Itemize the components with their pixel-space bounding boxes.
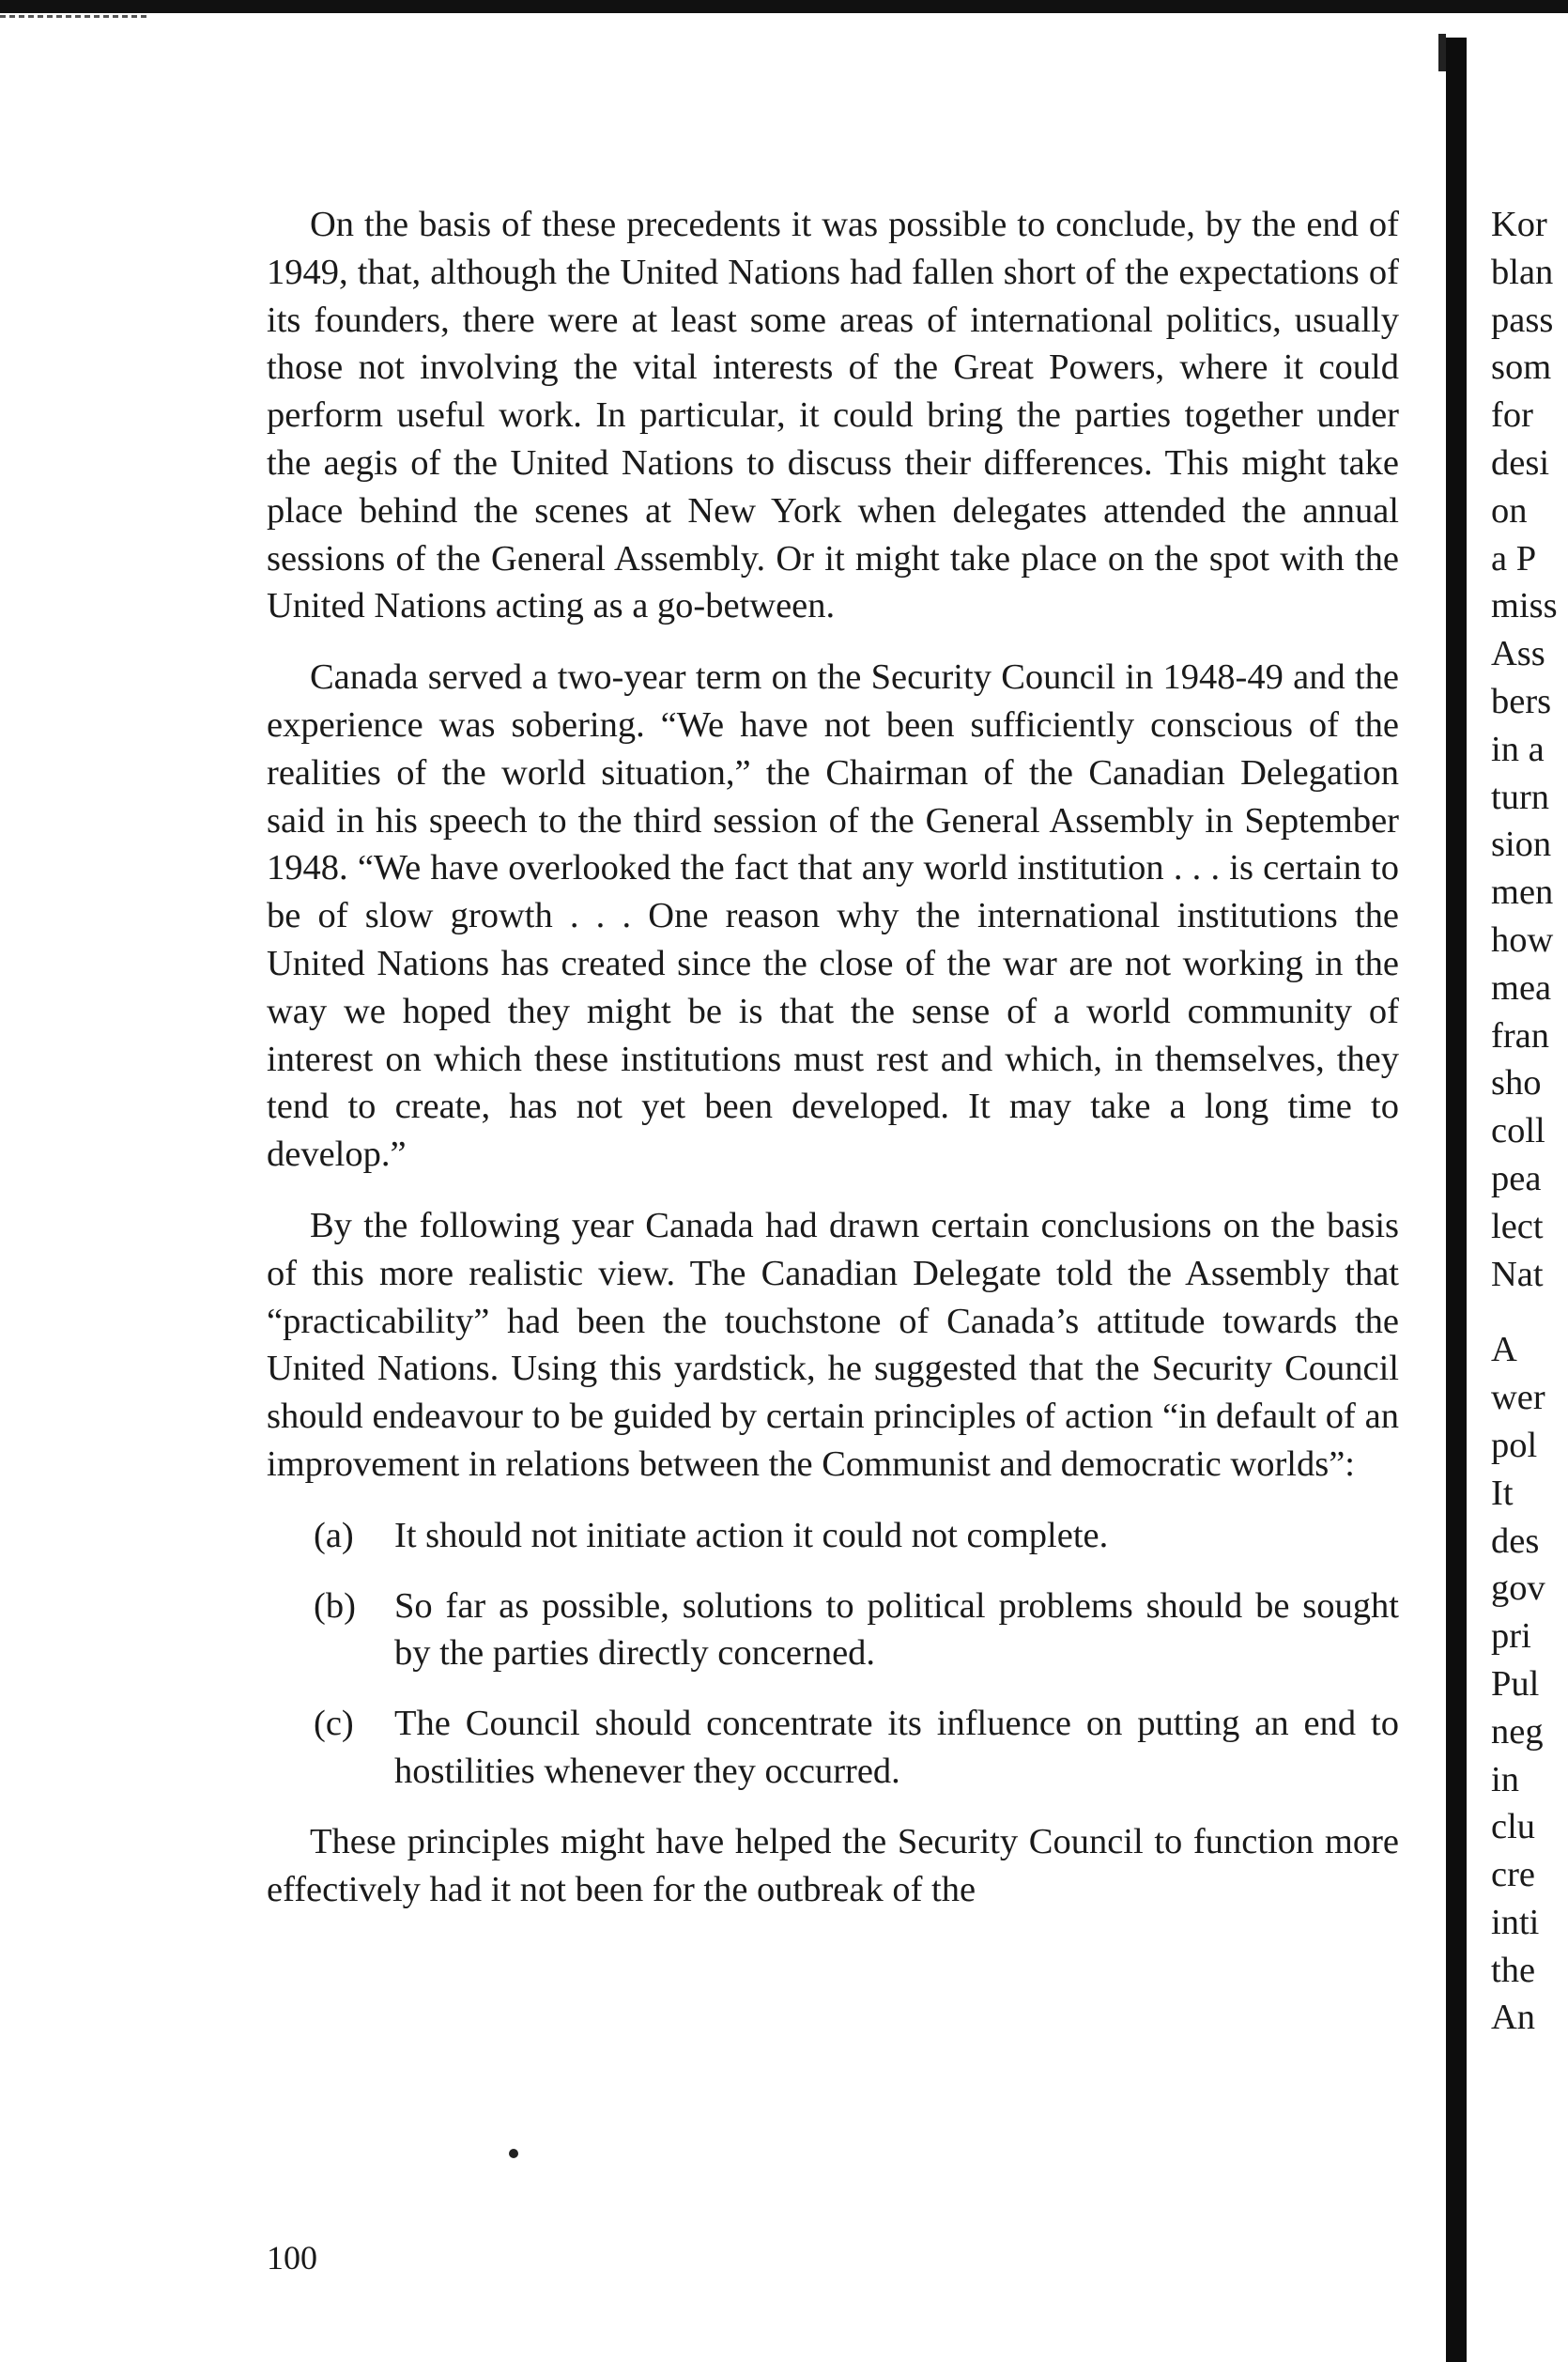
list-text: So far as possible, solutions to political problems should be sought by the parties directly concerned. — [394, 1585, 1399, 1674]
facing-line: mea — [1491, 967, 1552, 1008]
facing-line: pol — [1491, 1425, 1538, 1465]
facing-line: Pul — [1491, 1663, 1540, 1704]
ink-speck — [509, 2149, 518, 2158]
facing-line: lect — [1491, 1206, 1544, 1246]
facing-line: cre — [1491, 1855, 1535, 1895]
paragraph-3: By the following year Canada had drawn certain conclusions on the basis of this more realistic view. The Canadian Delegate told the Assembly that “practicability” had been the touchstone of Canada’s attitude towards the United Nations. Using this yardstick, he suggested that the Security Council should endeavour to be guided by certain principles of action “in default of an improvement in relations between the Communist and democratic worlds”: — [267, 1205, 1399, 1484]
facing-line: for — [1491, 395, 1533, 436]
facing-line: wer — [1491, 1378, 1545, 1418]
facing-line: men — [1491, 872, 1554, 913]
facing-line: Nat — [1491, 1254, 1544, 1294]
facing-line: inti — [1491, 1902, 1540, 1942]
facing-line: on — [1491, 490, 1528, 531]
facing-line: pass — [1491, 300, 1554, 340]
facing-line: Kor — [1491, 205, 1547, 244]
closing-paragraph: These principles might have helped the Security Council to function more effectively had it not been for the outbreak of the — [267, 1821, 1399, 1909]
list-label: (b) — [314, 1585, 356, 1626]
facing-line: miss — [1491, 586, 1558, 626]
facing-line: som — [1491, 347, 1552, 388]
top-edge-rule — [0, 0, 1568, 13]
facing-line: clu — [1491, 1807, 1536, 1847]
list-item-c — [267, 1700, 1399, 1796]
facing-line: blan — [1491, 252, 1554, 292]
facing-line: in — [1491, 1759, 1519, 1799]
page-number: 100 — [267, 2239, 317, 2277]
page-body — [267, 201, 1399, 1937]
list-text: It should not initiate action it could not complete. — [394, 1515, 1109, 1555]
facing-line: des — [1491, 1521, 1540, 1561]
facing-line: Ass — [1491, 634, 1545, 674]
scan-edge-mark — [0, 15, 150, 18]
facing-line: gov — [1491, 1568, 1545, 1609]
list-text: The Council should concentrate its influence on putting an end to hostilities whenever they occurred. — [394, 1704, 1399, 1791]
facing-line: It — [1491, 1473, 1514, 1513]
paragraph-2: Canada served a two-year term on the Security Council in 1948-49 and the experience was sobering. “We have not been sufficiently conscious of the realities of the world situation,” the Chairman of the Canadian Delegation said in his speech to the third session of the General Assembly in September 1948. “We have overlooked the fact that any world institution . . . is certain to be of slow growth . . . One reason why the international institutions the United Nations has created since the close of the war are not working in the way we hoped they might be is that the sense of a world community of interest on which these institutions must rest and which, in themselves, they tend to create, has not yet been developed. It may take a long time to develop.” — [267, 657, 1399, 1175]
facing-line: sion — [1491, 825, 1552, 865]
facing-line: An — [1491, 1998, 1536, 2038]
facing-line: fran — [1491, 1015, 1549, 1056]
list-label: (c) — [314, 1704, 354, 1744]
facing-line: pea — [1491, 1158, 1542, 1198]
facing-line: neg — [1491, 1711, 1544, 1752]
paragraph-1: On the basis of these precedents it was possible to conclude, by the end of 1949, that, although the United Nations had fallen short of the expectations of its founders, there were at least some areas of international politics, usually those not involving the vital interests of the Great Powers, where it could perform useful work. In particular, it could bring the parties together under the aegis of the United Nations to discuss their differences. This might take place behind the scenes at New York when delegates attended the annual sessions of the General Assembly. Or it might take place on the spot with the United Nations acting as a go-between. — [267, 205, 1399, 626]
book-gutter — [1446, 38, 1467, 2362]
list-item-a — [267, 1512, 1399, 1560]
facing-line: coll — [1491, 1111, 1545, 1151]
facing-line: A — [1491, 1330, 1517, 1370]
facing-line: turn — [1491, 777, 1550, 817]
list-item-b — [267, 1582, 1399, 1678]
facing-gap — [1491, 1298, 1568, 1326]
facing-line: pri — [1491, 1616, 1531, 1657]
facing-line: desi — [1491, 442, 1550, 483]
facing-line: a P — [1491, 538, 1537, 579]
facing-line: the — [1491, 1950, 1536, 1990]
facing-line: sho — [1491, 1063, 1542, 1104]
facing-line: how — [1491, 919, 1554, 960]
facing-line: in a — [1491, 729, 1545, 769]
binding-tick — [1438, 34, 1446, 71]
list-label: (a) — [314, 1515, 354, 1555]
facing-page-fragment — [1491, 201, 1568, 2042]
facing-line: bers — [1491, 681, 1552, 721]
